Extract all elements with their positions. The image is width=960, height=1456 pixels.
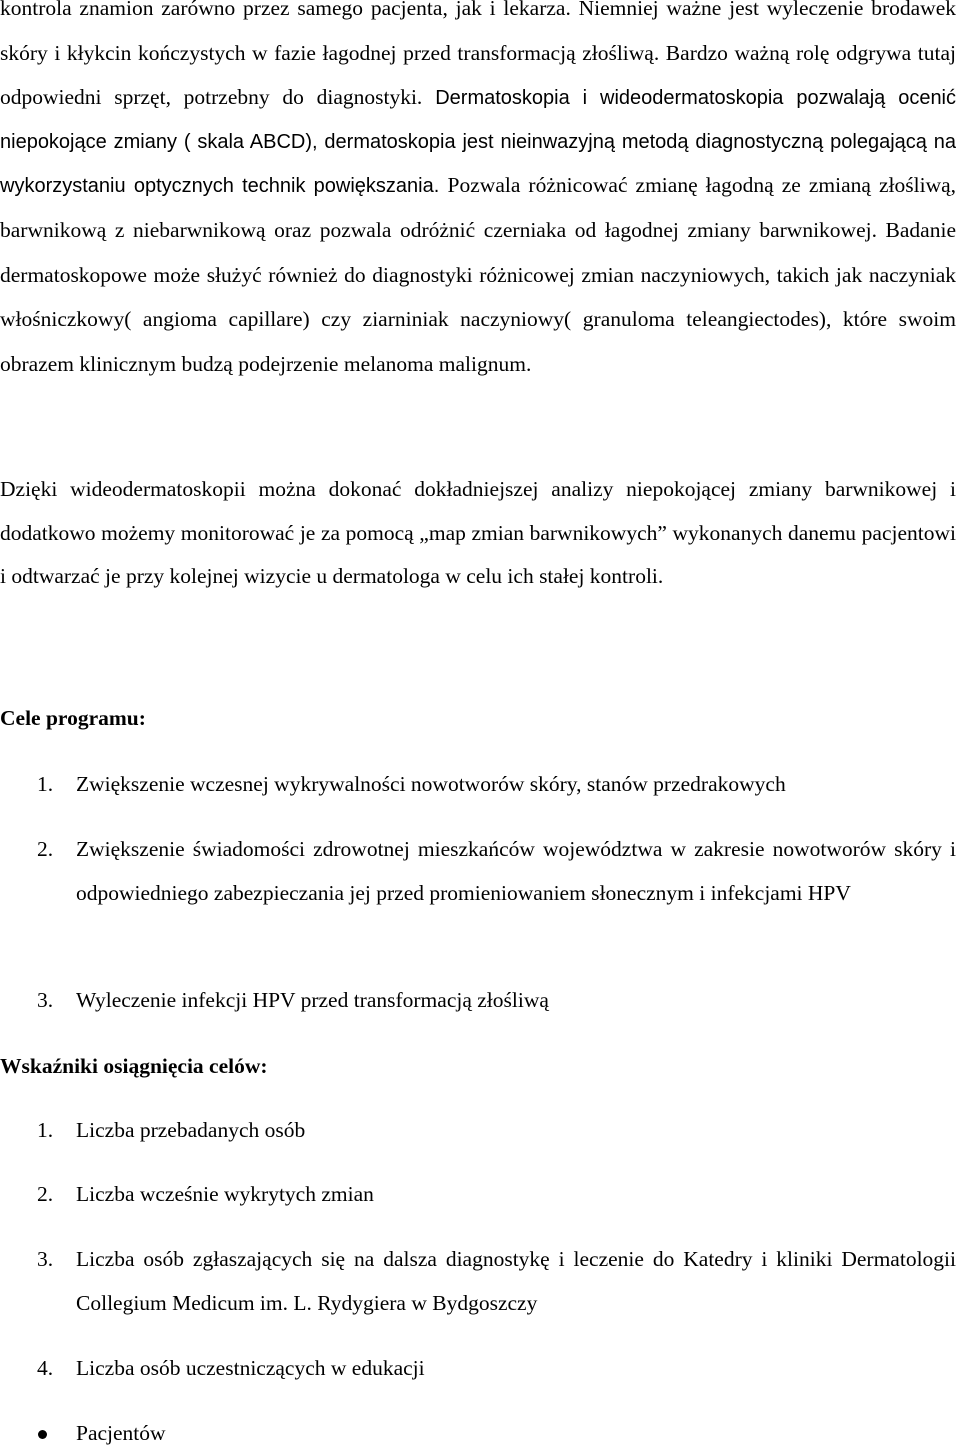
indicator-item-number: 2. (37, 1182, 54, 1206)
goal-item-number: 3. (37, 988, 54, 1012)
indicator-bullet-text: Pacjentów (76, 1421, 166, 1445)
indicator-item-2 (0, 1173, 956, 1217)
indicators-heading: Wskaźniki osiągnięcia celów: (0, 1054, 268, 1078)
indicator-item-1 (0, 1109, 956, 1153)
indicator-item-text: Liczba osób zgłaszających się na dalsza diagnostykę i leczenie do Katedry i kliniki Dermatologii Collegium Medicum im. L. Rydygiera w Bydgoszczy (76, 1247, 956, 1315)
goals-heading: Cele programu: (0, 706, 146, 730)
paragraph-1-text-a: kontrola znamion zarówno przez samego pacjenta, jak i lekarza. Niemniej ważne jest wyleczenie brodawek skóry i kłykcin kończystych w fazie łagodnej przed transformacją złośliwą. Bardzo ważną rolę odgrywa tutaj odpowiedni sprzęt, potrzebny do diagnostyki. (0, 0, 956, 110)
paragraph-1-text-c: Pozwala różnicować zmianę łagodną ze zmianą złośliwą, barwnikową z niebarwnikową oraz pozwala odróżnić czerniaka od łagodnej zmiany barwnikowej. Badanie dermatoskopowe może służyć również do diagnostyki różnicowej zmian naczyniowych, takich jak naczyniak włośniczkowy( angioma capillare) czy ziarniniak naczyniowy( granuloma teleangiectodes), które swoim obrazem klinicznym budzą podejrzenie melanoma malignum. (0, 173, 957, 376)
goal-item-number: 1. (37, 772, 54, 796)
indicator-item-3 (0, 1238, 956, 1325)
bullet-icon (38, 1430, 47, 1439)
body-paragraph-2: Dzięki wideodermatoskopii można dokonać dokładniejszej analizy niepokojącej zmiany barwnikowej i dodatkowo możemy monitorować je za pomocą „map zmian barwnikowych” wykonanych danemu pacjentowi i odtwarzać je przy kolejnej wizycie u dermatologa w celu ich stałej kontroli. (0, 477, 956, 589)
body-paragraph-1 (0, 0, 956, 387)
indicator-item-text: Liczba przebadanych osób (76, 1118, 306, 1142)
goal-item-2 (0, 828, 956, 915)
goal-item-3 (0, 979, 956, 1023)
goal-item-number: 2. (37, 837, 54, 861)
paragraph-1-text-b: Dermatoskopia i wideodermatoskopia pozwalają ocenić niepokojące zmiany ( skala ABCD), dermatoskopia jest nieinwazyjną metodą diagnostyczną polegającą na wykorzystaniu optycznych technik powiększania. (0, 87, 957, 198)
indicator-item-text: Liczba wcześnie wykrytych zmian (76, 1182, 374, 1206)
indicator-item-number: 4. (37, 1356, 54, 1380)
indicator-item-number: 1. (37, 1118, 54, 1142)
goal-item-text: Wyleczenie infekcji HPV przed transformacją złośliwą (76, 988, 549, 1012)
indicator-item-number: 3. (37, 1247, 54, 1271)
indicator-item-text: Liczba osób uczestniczących w edukacji (76, 1356, 425, 1380)
indicator-item-4 (0, 1347, 956, 1391)
goal-item-text: Zwiększenie świadomości zdrowotnej mieszkańców województwa w zakresie nowotworów skóry i odpowiedniego zabezpieczania jej przed promieniowaniem słonecznym i infekcjami HPV (76, 837, 956, 905)
goal-item-text: Zwiększenie wczesnej wykrywalności nowotworów skóry, stanów przedrakowych (76, 772, 786, 796)
indicator-bullet-item (0, 1412, 956, 1456)
goal-item-1 (0, 763, 956, 807)
